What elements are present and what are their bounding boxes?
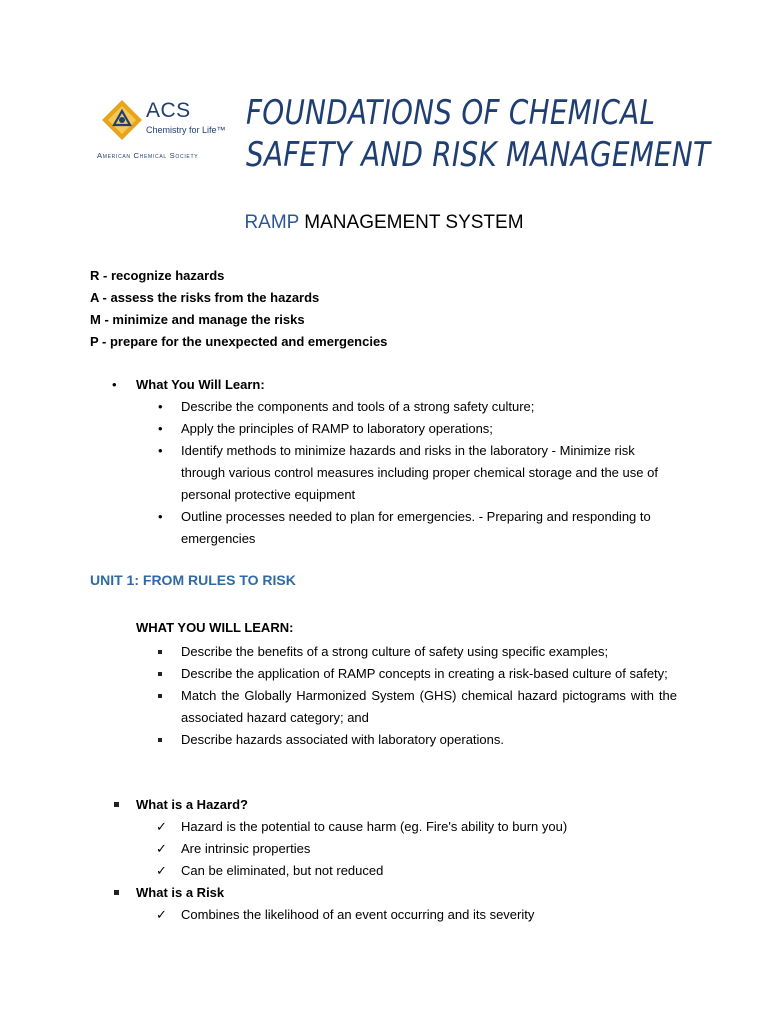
hazard-risk-section <box>112 794 672 926</box>
risk-heading: What is a Risk <box>136 885 225 900</box>
hazard-item: Are intrinsic properties <box>181 841 311 856</box>
what-you-will-learn-section <box>112 374 682 550</box>
list-item <box>158 396 682 418</box>
list-item <box>112 794 672 816</box>
list-item <box>158 418 682 440</box>
logo-society-name: American Chemical Society <box>97 151 199 160</box>
unit1-heading: UNIT 1: FROM RULES TO RISK <box>90 572 296 588</box>
acs-logo <box>96 96 236 168</box>
ramp-heading-rest: MANAGEMENT SYSTEM <box>299 212 524 233</box>
unit1-objective: Describe the benefits of a strong culture of safety using specific examples; <box>181 644 609 659</box>
logo-acs-text: ACS <box>146 99 191 122</box>
document-title <box>246 92 716 176</box>
document-header <box>96 88 716 178</box>
learn-item: Identify methods to minimize hazards and risks in the laboratory - Minimize risk through various control measures including proper chemical storage and the use of personal protective equipment <box>181 443 658 502</box>
list-item <box>157 663 677 685</box>
ramp-item-a: A - assess the risks from the hazards <box>90 290 320 305</box>
bullet-icon: • <box>158 421 163 436</box>
hazard-heading: What is a Hazard? <box>136 797 248 812</box>
learn-item: Outline processes needed to plan for emergencies. - Preparing and responding to emergencies <box>181 509 651 546</box>
checkmark-icon: ✓ <box>156 841 167 856</box>
risk-item: Combines the likelihood of an event occurring and its severity <box>181 907 535 922</box>
learn-item: Describe the components and tools of a strong safety culture; <box>181 399 535 414</box>
unit1-objective: Match the Globally Harmonized System (GHS) chemical hazard pictograms with the associated hazard category; and <box>181 688 677 725</box>
logo-tagline: Chemistry for Life™ <box>146 125 226 135</box>
list-item <box>157 729 677 751</box>
list-item <box>112 838 672 860</box>
title-line-2: SAFETY AND RISK MANAGEMENT <box>246 135 711 175</box>
bullet-icon: • <box>158 399 163 414</box>
checkmark-icon: ✓ <box>156 907 167 922</box>
checkmark-icon: ✓ <box>156 863 167 878</box>
hazard-item: Can be eliminated, but not reduced <box>181 863 384 878</box>
ramp-heading-accent: RAMP <box>244 212 300 233</box>
ramp-item-m: M - minimize and manage the risks <box>90 312 305 327</box>
square-bullet-icon <box>114 802 119 807</box>
ramp-item-r: R - recognize hazards <box>90 268 225 283</box>
square-bullet-icon <box>158 672 162 676</box>
learn-item: Apply the principles of RAMP to laboratory operations; <box>181 421 493 436</box>
bullet-icon: • <box>158 443 163 458</box>
bullet-icon: • <box>158 509 163 524</box>
learn-heading: What You Will Learn: <box>136 377 265 392</box>
square-bullet-icon <box>158 650 162 654</box>
unit1-learn-heading: WHAT YOU WILL LEARN: <box>136 620 294 635</box>
square-bullet-icon <box>114 890 119 895</box>
ramp-heading <box>0 212 768 234</box>
list-item <box>112 904 672 926</box>
list-item <box>112 860 672 882</box>
list-item <box>157 685 677 729</box>
list-item <box>112 816 672 838</box>
unit1-objective: Describe the application of RAMP concepts in creating a risk-based culture of safety; <box>181 666 668 681</box>
ramp-list <box>90 265 387 353</box>
square-bullet-icon <box>158 738 162 742</box>
bullet-icon: • <box>112 377 117 392</box>
hazard-item: Hazard is the potential to cause harm (eg. Fire's ability to burn you) <box>181 819 568 834</box>
checkmark-icon: ✓ <box>156 819 167 834</box>
square-bullet-icon <box>158 694 162 698</box>
unit1-objective: Describe hazards associated with laboratory operations. <box>181 732 505 747</box>
title-line-1: FOUNDATIONS OF CHEMICAL <box>246 93 656 133</box>
unit1-objectives-list <box>157 641 677 751</box>
list-item <box>112 882 672 904</box>
list-item <box>112 374 682 396</box>
ramp-item-p: P - prepare for the unexpected and emergencies <box>90 334 388 349</box>
acs-emblem-icon <box>100 98 144 142</box>
list-item <box>158 506 682 550</box>
list-item <box>158 440 682 506</box>
list-item <box>157 641 677 663</box>
